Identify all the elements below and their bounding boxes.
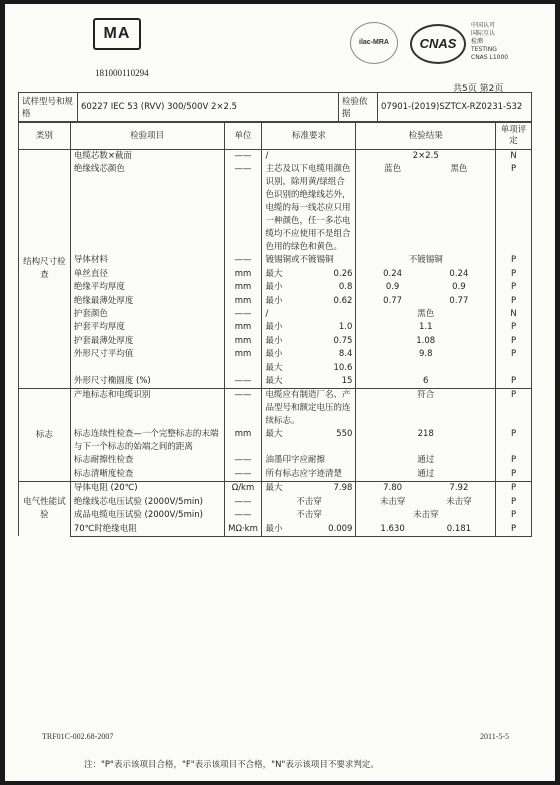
result-value-2: 0.9 — [452, 282, 466, 293]
table-row — [19, 150, 532, 164]
item-cell: 单丝直径 — [70, 268, 224, 281]
requirement-cell — [262, 321, 356, 334]
category-cell: 标志 — [19, 389, 71, 482]
unit-cell: mm — [224, 321, 262, 334]
table-row — [19, 348, 532, 375]
item-cell: 导体电阻 (20℃) — [70, 482, 224, 496]
req-value: 1.0 — [338, 322, 353, 333]
item-cell: 产地标志和电缆识别 — [70, 389, 224, 429]
req-qualifier: 最大 — [265, 376, 283, 387]
verdict-cell: P — [496, 254, 532, 267]
ilac-mra-logo: ilac-MRA — [350, 22, 398, 64]
basis-value: 07901-(2019)SZTCX-RZ0231-S32 — [378, 93, 532, 122]
requirement-cell: / — [262, 150, 356, 164]
req-value: 0.75 — [333, 335, 353, 346]
result-value-2: 黑色 — [450, 164, 468, 175]
inspection-results-table — [18, 122, 532, 537]
result-cell: 不镀锡铜 — [356, 254, 496, 267]
result-cell: 9.8 — [356, 348, 496, 375]
verdict-cell: P — [496, 496, 532, 509]
verdict-cell: P — [496, 281, 532, 294]
req-value: 0.8 — [338, 282, 353, 293]
req-qualifier: 最大 — [265, 429, 283, 440]
item-cell: 绝缘平均厚度 — [70, 281, 224, 294]
result-value-1: 0.77 — [383, 295, 403, 306]
unit-cell: —— — [224, 150, 262, 164]
requirement-cell — [262, 482, 356, 496]
table-row — [19, 321, 532, 334]
req-value: 8.4 — [338, 349, 353, 360]
unit-cell: mm — [224, 268, 262, 281]
table-row — [19, 523, 532, 537]
result-value-1: 1.630 — [380, 523, 405, 534]
item-cell: 标志连续性检查—一个完整标志的末端与下一个标志的始端之间的距离 — [70, 428, 224, 454]
unit-cell: mm — [224, 295, 262, 308]
unit-cell: —— — [224, 496, 262, 509]
requirement-cell: 电缆应有制造厂名、产品型号和额定电压的连续标志。 — [262, 389, 356, 429]
col-header-unit: 单位 — [224, 123, 262, 150]
result-cell — [356, 482, 496, 496]
requirement-cell — [262, 281, 356, 294]
unit-cell: —— — [224, 254, 262, 267]
item-cell: 绝缘线芯颜色 — [70, 163, 224, 254]
table-row — [19, 335, 532, 348]
requirement-cell: 主芯及以下电缆用颜色识别，除用黄/绿组合色识别的绝缘线芯外，电缆的每一线芯应只用一种颜色，任一多芯电缆均不应使用不是组合色用的绿色和黄色。 — [262, 163, 356, 254]
req-value: 15 — [341, 376, 353, 387]
table-row — [19, 254, 532, 267]
result-value-2: 0.77 — [449, 295, 469, 306]
requirement-cell: 不击穿 — [262, 509, 356, 522]
requirement-cell — [262, 348, 356, 375]
unit-cell: —— — [224, 375, 262, 389]
verdict-cell: P — [496, 509, 532, 522]
item-cell: 成品电缆电压试验 (2000V/5min) — [70, 509, 224, 522]
unit-cell: —— — [224, 163, 262, 254]
result-value-1: 7.80 — [383, 483, 403, 494]
req-qualifier: 最小 — [265, 335, 283, 346]
item-cell: 标志耐擦性检查 — [70, 454, 224, 467]
req-qualifier: 最大 — [265, 483, 283, 494]
req-qualifier: 最小 — [265, 322, 283, 333]
col-header-requirement: 标准要求 — [262, 123, 356, 150]
table-row — [19, 454, 532, 467]
verdict-cell: P — [496, 468, 532, 482]
result-cell: 1.1 — [356, 321, 496, 334]
result-cell — [356, 268, 496, 281]
table-row — [19, 428, 532, 454]
verdict-cell: P — [496, 482, 532, 496]
unit-cell: —— — [224, 454, 262, 467]
form-date: 2011-5-5 — [480, 732, 510, 741]
req-qualifier: 最小 — [265, 282, 283, 293]
col-header-result: 检验结果 — [356, 123, 496, 150]
unit-cell: MΩ·km — [224, 523, 262, 537]
result-cell: 通过 — [356, 468, 496, 482]
table-row — [19, 389, 532, 429]
result-cell — [356, 496, 496, 509]
requirement-cell: / — [262, 308, 356, 321]
req-value: 550 — [336, 429, 353, 440]
verdict-cell: P — [496, 295, 532, 308]
verdict-cell: P — [496, 389, 532, 429]
result-value-1: 0.24 — [383, 268, 403, 279]
req-value: 0.009 — [328, 523, 353, 534]
result-value-1: 蓝色 — [384, 164, 402, 175]
verdict-cell: P — [496, 321, 532, 334]
requirement-cell — [262, 523, 356, 537]
requirement-cell — [262, 428, 356, 454]
cnas-accreditation-text: 中国认可 国际互认 检测 TESTING CNAS L1000 — [471, 22, 509, 61]
verdict-cell: N — [496, 308, 532, 321]
verdict-note: 注："P"表示该项目合格，"F"表示该项目不合格，"N"表示该项目不要求判定。 — [84, 760, 379, 770]
table-row — [19, 308, 532, 321]
unit-cell: mm — [224, 348, 262, 375]
item-cell: 护套平均厚度 — [70, 321, 224, 334]
item-cell: 护套颜色 — [70, 308, 224, 321]
req-qualifier: 最小 — [265, 349, 283, 360]
req-qualifier: 最小 — [265, 523, 283, 534]
table-row — [19, 496, 532, 509]
report-number: 181000110294 — [95, 68, 149, 78]
unit-cell: mm — [224, 335, 262, 348]
unit-cell: mm — [224, 428, 262, 454]
result-value-1: 未击穿 — [379, 496, 406, 507]
unit-cell: —— — [224, 509, 262, 522]
result-cell — [356, 163, 496, 254]
result-value-2: 7.92 — [449, 483, 469, 494]
page-number: 共5页 第2页 — [453, 84, 504, 94]
result-cell: 符合 — [356, 389, 496, 429]
item-cell: 标志清晰度检查 — [70, 468, 224, 482]
req-value-2: 10.6 — [333, 362, 353, 373]
result-value-2: 0.181 — [446, 523, 472, 534]
unit-cell: —— — [224, 389, 262, 429]
unit-cell: —— — [224, 308, 262, 321]
result-cell — [356, 523, 496, 537]
category-cell: 电气性能试验 — [19, 482, 71, 537]
result-cell: 1.08 — [356, 335, 496, 348]
requirement-cell: 不击穿 — [262, 496, 356, 509]
cnas-logo: CNAS — [410, 24, 466, 64]
table-row — [19, 468, 532, 482]
requirement-cell — [262, 295, 356, 308]
verdict-cell: P — [496, 268, 532, 281]
req-qualifier: 最小 — [265, 295, 283, 306]
col-header-item: 检验项目 — [70, 123, 224, 150]
verdict-cell: P — [496, 375, 532, 389]
sample-info-table — [18, 92, 532, 122]
verdict-cell: P — [496, 428, 532, 454]
item-cell: 外形尺寸椭圆度 (%) — [70, 375, 224, 389]
table-row — [19, 163, 532, 254]
col-header-verdict: 单项评定 — [496, 123, 532, 150]
ma-certification-logo: MA — [93, 18, 141, 50]
table-row — [19, 295, 532, 308]
item-cell: 70℃时绝缘电阻 — [70, 523, 224, 537]
category-cell: 结构尺寸检查 — [19, 150, 71, 389]
req-value: 7.98 — [333, 483, 353, 494]
table-row — [19, 482, 532, 496]
result-value-2: 未击穿 — [446, 496, 472, 507]
requirement-cell — [262, 335, 356, 348]
verdict-cell: P — [496, 163, 532, 254]
basis-label: 检验依据 — [339, 93, 378, 122]
result-cell — [356, 295, 496, 308]
item-cell: 绝缘线芯电压试验 (2000V/5min) — [70, 496, 224, 509]
result-cell: 黑色 — [356, 308, 496, 321]
model-label: 试样型号和规格 — [19, 93, 78, 122]
unit-cell: —— — [224, 468, 262, 482]
item-cell: 外形尺寸平均值 — [70, 348, 224, 375]
table-row — [19, 281, 532, 294]
verdict-cell: P — [496, 454, 532, 467]
item-cell: 电缆芯数×截面 — [70, 150, 224, 164]
model-value: 60227 IEC 53 (RVV) 300/500V 2×2.5 — [78, 93, 339, 122]
req-value: 0.62 — [333, 295, 353, 306]
verdict-cell: N — [496, 150, 532, 164]
unit-cell: mm — [224, 281, 262, 294]
table-row — [19, 509, 532, 522]
requirement-cell: 油墨印字应耐擦 — [262, 454, 356, 467]
result-cell: 218 — [356, 428, 496, 454]
result-value-1: 0.9 — [385, 282, 400, 293]
req-value: 0.26 — [333, 268, 353, 279]
result-cell: 6 — [356, 375, 496, 389]
item-cell: 导体材料 — [70, 254, 224, 267]
req-qualifier: 最大 — [265, 268, 283, 279]
result-cell: 未击穿 — [356, 509, 496, 522]
item-cell: 护套最薄处厚度 — [70, 335, 224, 348]
verdict-cell: P — [496, 523, 532, 537]
col-header-category: 类别 — [19, 123, 71, 150]
result-cell — [356, 281, 496, 294]
requirement-cell — [262, 375, 356, 389]
table-row — [19, 268, 532, 281]
req-qualifier-2: 最大 — [265, 362, 283, 373]
table-header-row — [19, 123, 532, 150]
form-code: TRF01C-002.68-2007 — [42, 732, 114, 741]
requirement-cell: 所有标志应字迹清楚 — [262, 468, 356, 482]
requirement-cell — [262, 268, 356, 281]
verdict-cell: P — [496, 335, 532, 348]
requirement-cell: 镀锡铜或不镀锡铜 — [262, 254, 356, 267]
unit-cell: Ω/km — [224, 482, 262, 496]
verdict-cell: P — [496, 348, 532, 375]
item-cell: 绝缘最薄处厚度 — [70, 295, 224, 308]
result-cell: 通过 — [356, 454, 496, 467]
result-value-2: 0.24 — [449, 268, 469, 279]
table-row — [19, 375, 532, 389]
result-cell: 2×2.5 — [356, 150, 496, 164]
